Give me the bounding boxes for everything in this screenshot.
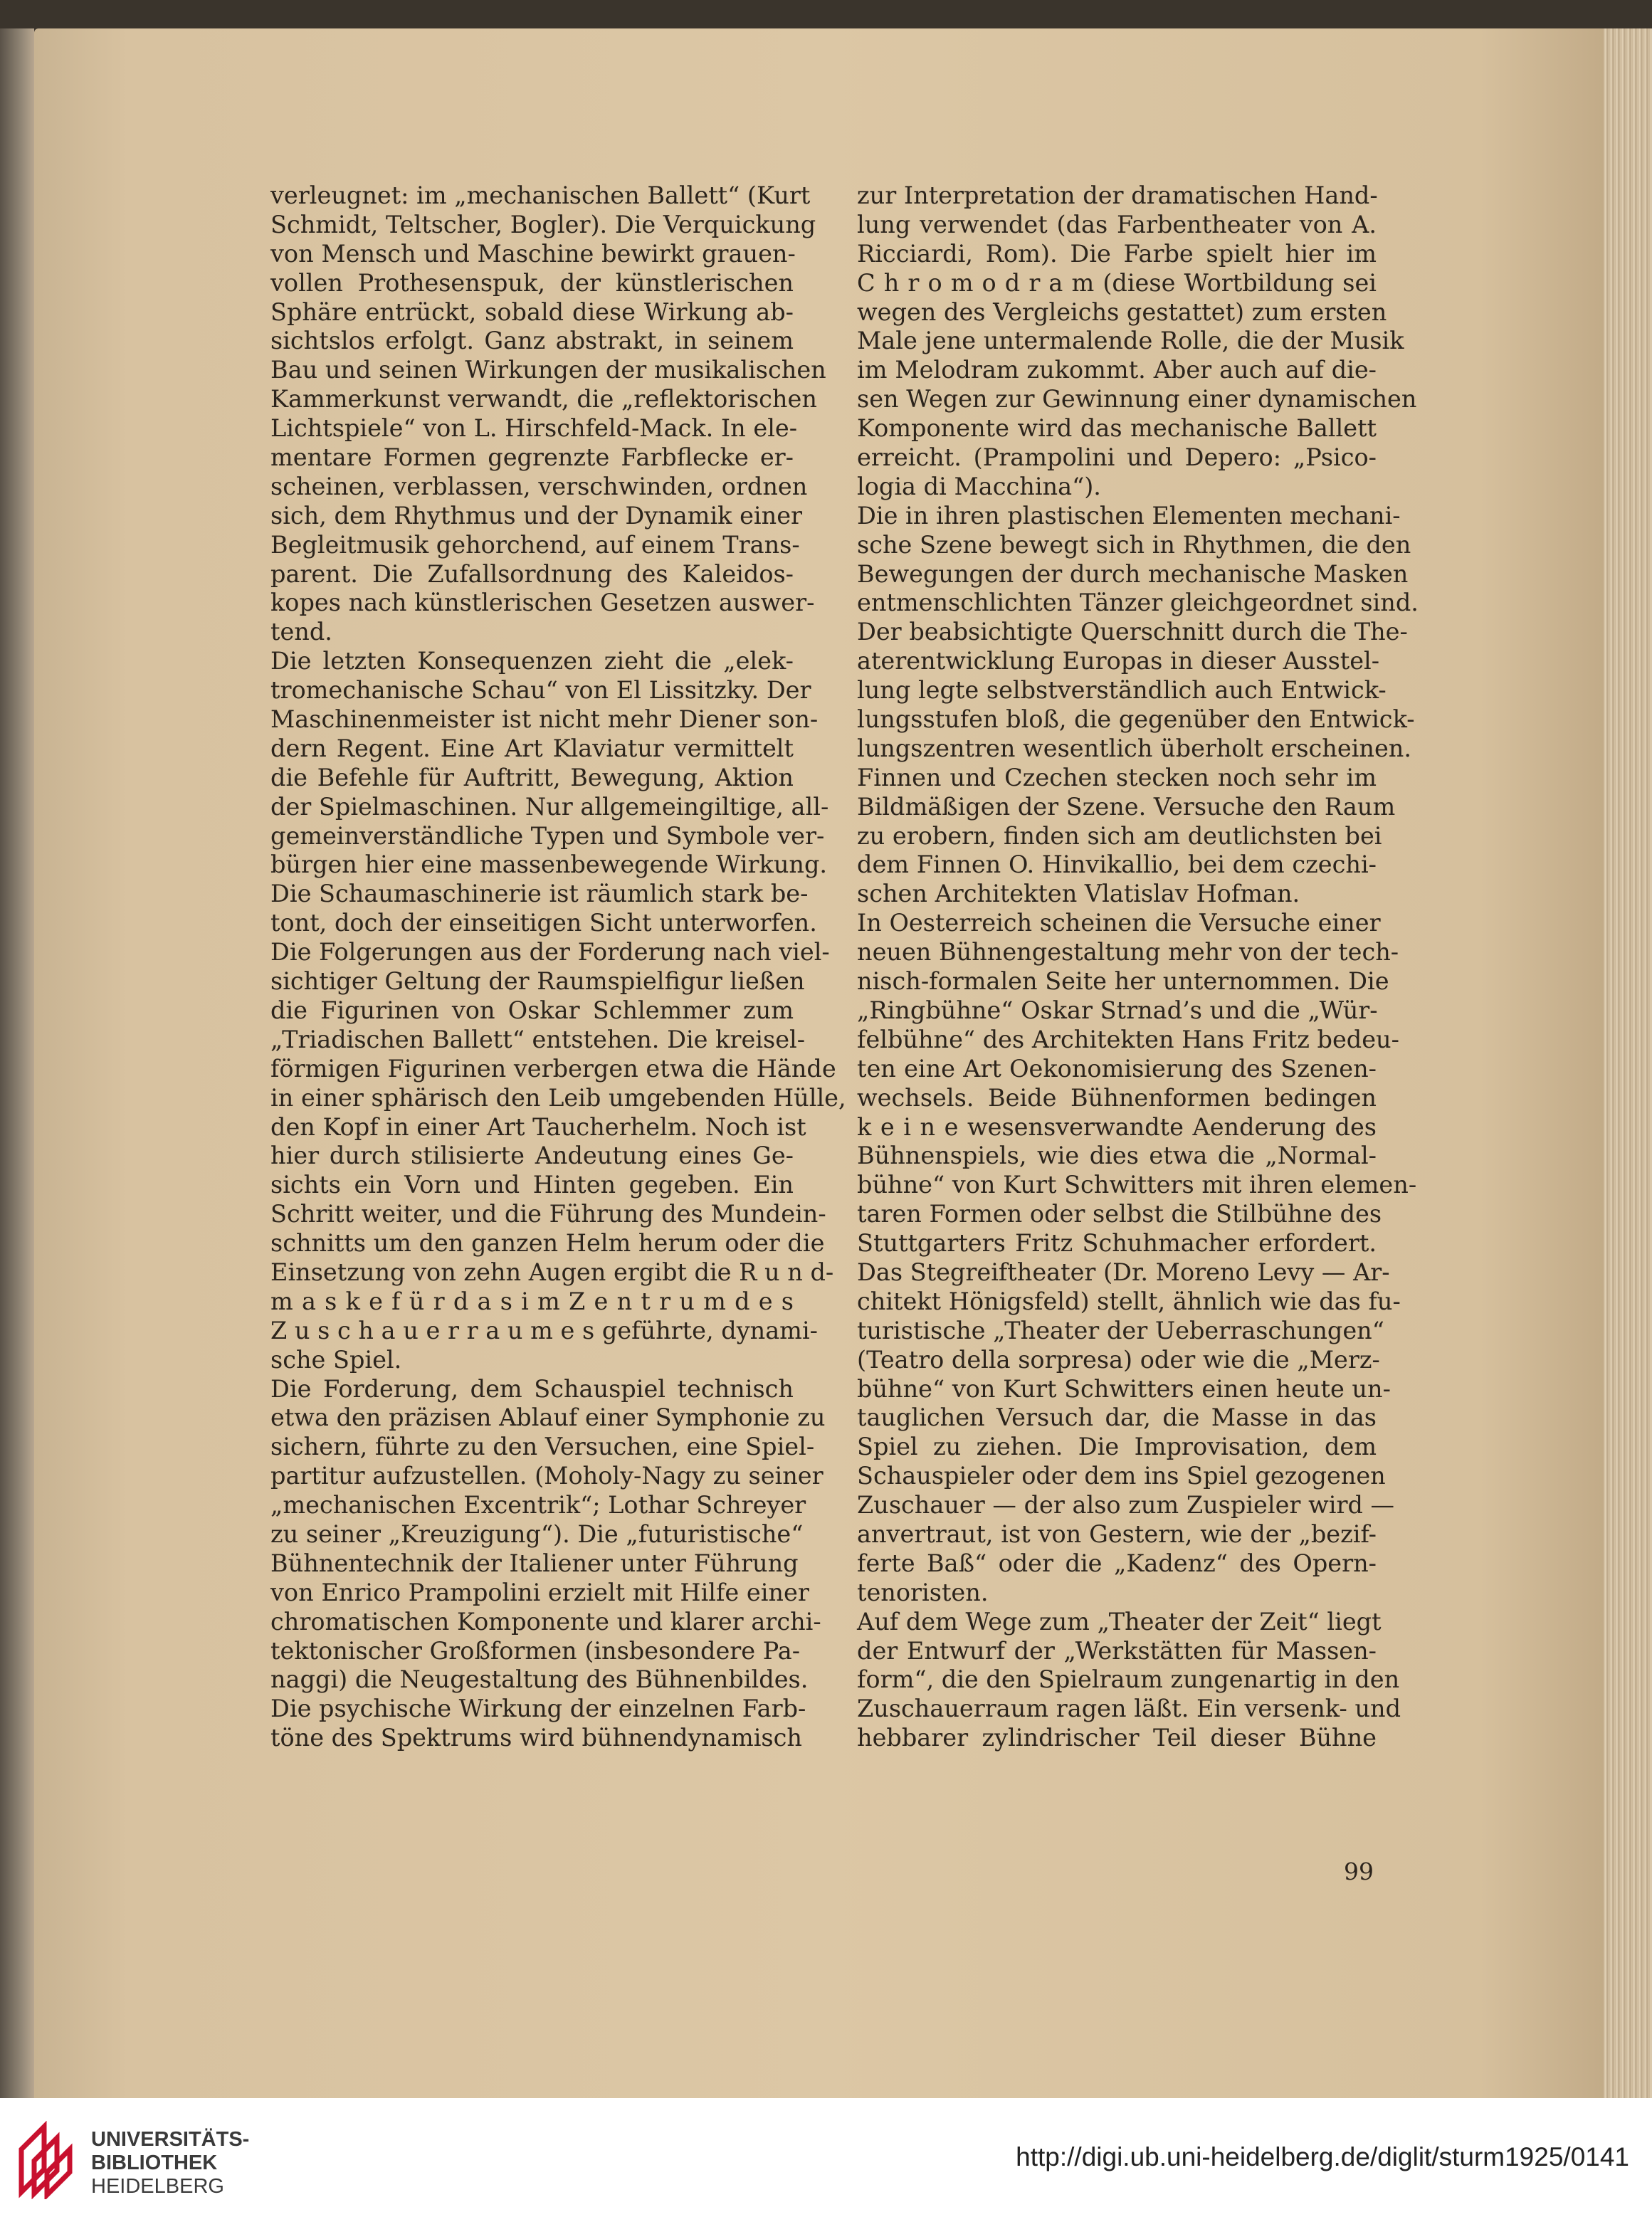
right-line: im Melodram zukommt. Aber auch auf die- [857,356,1377,384]
right-line: Male jene untermalende Rolle, die der Musik [857,327,1404,355]
left-line: chromatischen Komponente und klarer archi- [270,1607,821,1636]
right-line: form“, die den Spielraum zungenartig in den [857,1665,1400,1694]
right-line: zu erobern, finden sich am deutlichsten bei [857,821,1382,850]
left-line: „Triadischen Ballett“ entstehen. Die kreisel- [270,1025,806,1053]
right-line: Stuttgarters Fritz Schuhmacher erfordert. [857,1229,1377,1258]
left-line: Bühnentechnik der Italiener unter Führung [270,1549,799,1577]
right-line: sen Wegen zur Gewinnung einer dynamischen [857,385,1417,414]
left-line: tend. [270,618,332,646]
left-line: vollen Prothesenspuk, der künstlerischen [270,268,794,297]
right-line: schen Architekten Vlatislav Hofman. [857,880,1300,908]
left-line: tont, doch der einseitigen Sicht unterworfen. [270,909,817,937]
right-line: ferte Baß“ oder die „Kadenz“ des Opern- [857,1549,1377,1577]
library-logo-icon[interactable] [16,2121,75,2199]
right-line: dem Finnen O. Hinvikallio, bei dem czechi- [857,851,1377,879]
right-line: turistische „Theater der Ueberraschungen“ [857,1316,1384,1344]
right-line: taren Formen oder selbst die Stilbühne des [857,1200,1382,1228]
left-line: von Mensch und Maschine bewirkt grauen- [270,239,796,268]
left-line: Kammerkunst verwandt, die „reflektorischen [270,385,817,414]
left-line: scheinen, verblassen, verschwinden, ordnen [270,472,808,500]
right-line: C h r o m o d r a m (diese Wortbildung sei [857,268,1377,297]
right-line: tenoristen. [857,1578,989,1606]
left-line: verleugnet: im „mechanischen Ballett“ (Kurt [270,181,811,209]
left-line: Die Schaumaschinerie ist räumlich stark be- [270,880,809,908]
left-line: Die letzten Konsequenzen zieht die „elek- [270,647,794,675]
logo-line-2: BIBLIOTHEK [91,2152,218,2174]
right-line: wechsels. Beide Bühnenformen bedingen [857,1083,1377,1112]
left-line: hier durch stilisierte Andeutung eines Ge- [270,1142,794,1170]
right-line: Komponente wird das mechanische Ballett [857,414,1377,443]
left-line: sichts ein Vorn und Hinten gegeben. Ein [270,1171,794,1199]
left-line: etwa den präzisen Ablauf einer Symphonie zu [270,1404,826,1432]
left-line: die Figurinen von Oskar Schlemmer zum [270,996,794,1024]
right-line: Die in ihren plastischen Elementen mechani- [857,501,1401,530]
left-line: Sphäre entrückt, sobald diese Wirkung ab- [270,297,794,326]
right-line: Bildmäßigen der Szene. Versuche den Raum [857,792,1396,821]
right-line: k e i n e wesensverwandte Aenderung des [857,1112,1377,1141]
right-line: erreicht. (Prampolini und Depero: „Psico- [857,443,1377,472]
right-line: anvertraut, ist von Gestern, wie der „bezif- [857,1520,1377,1548]
left-line: Die Folgerungen aus der Forderung nach viel- [270,938,830,967]
right-line: Schauspieler oder dem ins Spiel gezogenen [857,1462,1386,1490]
left-line: partitur aufzustellen. (Moholy-Nagy zu seiner [270,1462,824,1490]
right-line: lung legte selbstverständlich auch Entwick- [857,676,1387,705]
right-line: felbühne“ des Architekten Hans Fritz bedeu- [857,1025,1399,1053]
left-line: mentare Formen gegrenzte Farbflecke er- [270,443,794,472]
left-line: Maschinenmeister ist nicht mehr Diener son- [270,705,819,734]
right-line: der Entwurf der „Werkstätten für Massen- [857,1636,1377,1665]
left-line: Die Forderung, dem Schauspiel technisch [270,1374,794,1403]
right-line: Auf dem Wege zum „Theater der Zeit“ liegt [857,1607,1382,1636]
left-line: dern Regent. Eine Art Klaviatur vermittelt [270,734,794,762]
left-line: Schritt weiter, und die Führung des Mundein- [270,1200,826,1228]
right-line: sche Szene bewegt sich in Rhythmen, die den [857,530,1411,559]
left-line: bürgen hier eine massenbewegende Wirkung. [270,851,828,879]
left-line: der Spielmaschinen. Nur allgemeingiltige, all- [270,792,829,821]
left-line: töne des Spektrums wird bühnendynamisch [270,1724,802,1752]
left-line: m a s k e f ü r d a s i m Z e n t r u m d e s [270,1287,794,1315]
page-number: 99 [1344,1858,1374,1885]
right-line: Spiel zu ziehen. Die Improvisation, dem [857,1433,1377,1461]
left-line: zu seiner „Kreuzigung“). Die „futuristische“ [270,1520,804,1548]
document-url-link[interactable]: http://digi.ub.uni-heidelberg.de/diglit/sturm1925/0141 [1016,2142,1629,2171]
right-line: Bühnenspiels, wie dies etwa die „Normal- [857,1142,1377,1170]
right-line: lungszentren wesentlich überholt erscheinen. [857,734,1412,762]
right-line: In Oesterreich scheinen die Versuche einer [857,909,1381,937]
left-text-column [270,181,846,1753]
right-line: Zuschauer — der also zum Zuspieler wird — [857,1491,1395,1520]
right-line: Finnen und Czechen stecken noch sehr im [857,763,1377,791]
left-line: den Kopf in einer Art Taucherhelm. Noch ist [270,1112,806,1141]
right-line: hebbarer zylindrischer Teil dieser Bühne [857,1724,1377,1752]
right-line: Das Stegreiftheater (Dr. Moreno Levy — Ar- [857,1258,1390,1286]
left-line: naggi) die Neugestaltung des Bühnenbildes. [270,1665,809,1694]
left-line: sichtiger Geltung der Raumspielfigur ließen [270,967,805,996]
right-line: bühne“ von Kurt Schwitters mit ihren elemen- [857,1171,1417,1199]
right-line: ten eine Art Oekonomisierung des Szenen- [857,1054,1377,1083]
right-line: neuen Bühnengestaltung mehr von der tech- [857,938,1399,967]
left-line: Lichtspiele“ von L. Hirschfeld-Mack. In ele- [270,414,798,443]
left-line: sichern, führte zu den Versuchen, eine Spiel- [270,1433,815,1461]
left-line: Einsetzung von zehn Augen ergibt die R u n d- [270,1258,834,1286]
right-line: „Ringbühne“ Oskar Strnad’s und die „Wür- [857,996,1378,1024]
right-line: Bewegungen der durch mechanische Masken [857,559,1409,588]
left-line: sichtslos erfolgt. Ganz abstrakt, in seinem [270,327,794,355]
left-line: sich, dem Rhythmus und der Dynamik einer [270,501,803,530]
right-line: Zuschauerraum ragen läßt. Ein versenk- und [857,1695,1401,1723]
page-stack-edge [1604,28,1652,2098]
left-line: von Enrico Prampolini erzielt mit Hilfe einer [270,1578,809,1606]
left-line: schnitts um den ganzen Helm herum oder die [270,1229,825,1258]
right-line: Der beabsichtigte Querschnitt durch die The- [857,618,1408,646]
left-line: in einer sphärisch den Leib umgebenden Hülle, [270,1083,846,1112]
left-line: kopes nach künstlerischen Gesetzen auswer- [270,589,815,617]
left-line: gemeinverständliche Typen und Symbole ver- [270,821,825,850]
left-line: sche Spiel. [270,1345,402,1374]
right-line: logia di Macchina“). [857,472,1101,500]
logo-line-3: HEIDELBERG [91,2175,224,2198]
left-line: Z u s c h a u e r r a u m e s geführte, dynami- [270,1316,818,1344]
left-line: tromechanische Schau“ von El Lissitzky. Der [270,676,811,705]
right-line: wegen des Vergleichs gestattet) zum ersten [857,297,1387,326]
left-line: Bau und seinen Wirkungen der musikalischen [270,356,826,384]
facing-page-edge [0,28,34,2098]
right-line: nisch-formalen Seite her unternommen. Die [857,967,1389,996]
right-line: entmenschlichten Tänzer gleichgeordnet sind. [857,589,1419,617]
right-line: zur Interpretation der dramatischen Hand- [857,181,1378,209]
right-line: (Teatro della sorpresa) oder wie die „Merz- [857,1345,1380,1374]
right-line: chitekt Hönigsfeld) stellt, ähnlich wie das fu- [857,1287,1401,1315]
left-line: Begleitmusik gehorchend, auf einem Trans- [270,530,800,559]
right-line: aterentwicklung Europas in dieser Ausstel- [857,647,1380,675]
right-line: lung verwendet (das Farbentheater von A. [857,210,1377,238]
left-line: parent. Die Zufallsordnung des Kaleidos- [270,559,794,588]
right-line: Ricciardi, Rom). Die Farbe spielt hier im [857,239,1377,268]
library-logo-text[interactable] [91,2128,249,2198]
left-line: tektonischer Großformen (insbesondere Pa- [270,1636,801,1665]
logo-line-1: UNIVERSITÄTS- [91,2128,250,2151]
right-line: lungsstufen bloß, die gegenüber den Entwick- [857,705,1415,734]
right-line: bühne“ von Kurt Schwitters einen heute un- [857,1374,1391,1403]
left-line: die Befehle für Auftritt, Bewegung, Aktion [270,763,794,791]
left-line: Schmidt, Teltscher, Bogler). Die Verquickung [270,210,816,238]
left-line: Die psychische Wirkung der einzelnen Farb- [270,1695,806,1723]
right-line: tauglichen Versuch dar, die Masse in das [857,1404,1377,1432]
left-line: „mechanischen Excentrik“; Lothar Schreyer [270,1491,806,1520]
right-text-column [857,181,1419,1753]
left-line: förmigen Figurinen verbergen etwa die Hände [270,1054,836,1083]
